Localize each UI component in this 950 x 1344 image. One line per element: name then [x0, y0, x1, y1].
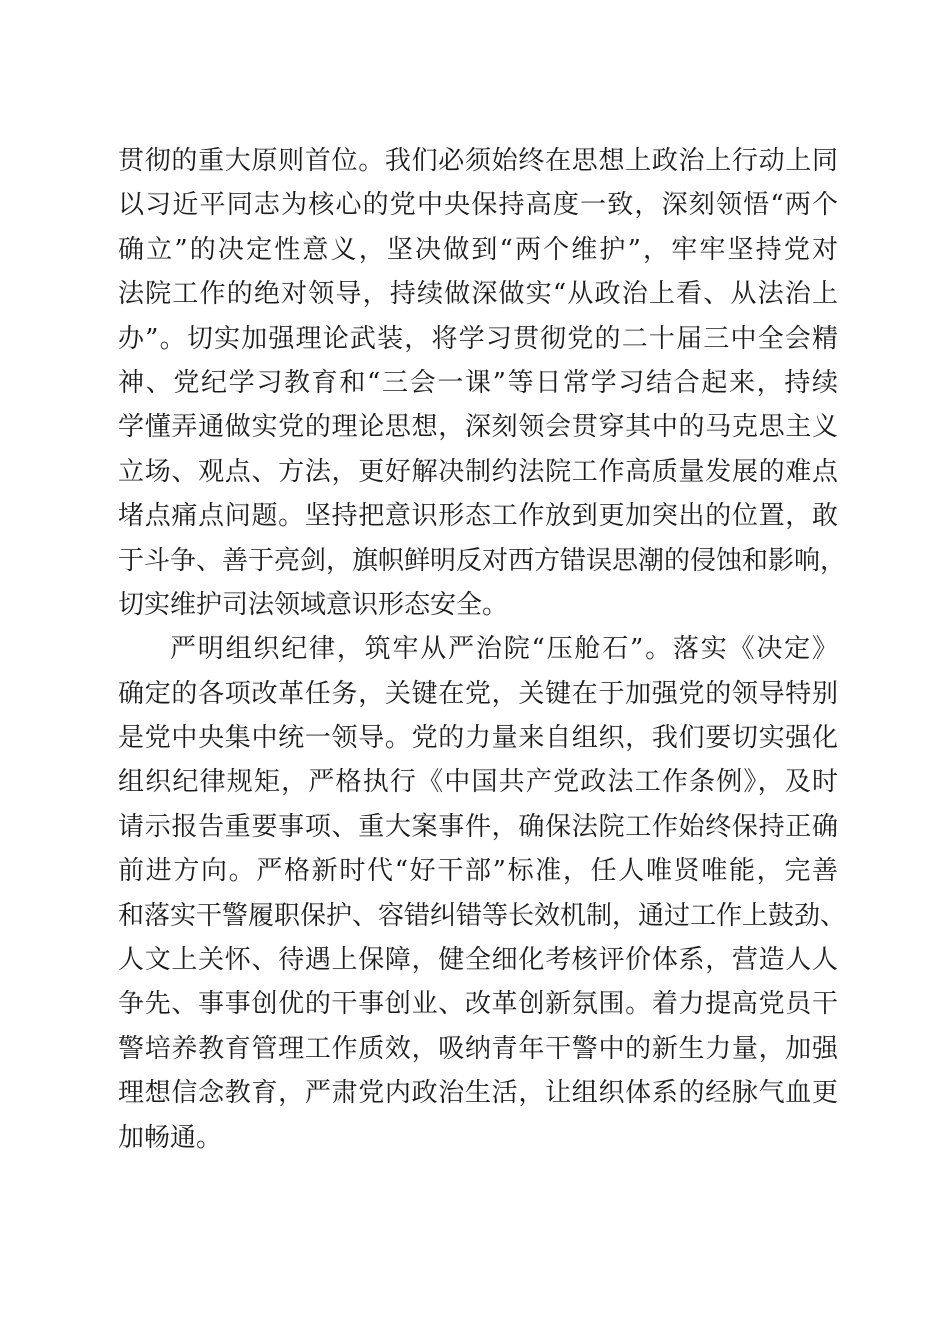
text-line: 请示报告重要事项、重大案事件，确保法院工作始终保持正确: [118, 811, 838, 842]
text-line: 前进方向。严格新时代“好干部”标准，任人唯贤唯能，完善: [118, 856, 838, 887]
text-line: 法院工作的绝对领导，持续做深做实“从政治上看、从法治上: [118, 279, 838, 310]
text-line: 于斗争、善于亮剑，旗帜鲜明反对西方错误思潮的侵蚀和影响，: [118, 545, 847, 576]
document-body: [118, 139, 847, 1160]
text-line: 争先、事事创优的干事创业、改革创新氛围。着力提高党员干: [118, 989, 838, 1020]
text-line: 人文上关怀、待遇上保障，健全细化考核评价体系，营造人人: [118, 945, 838, 976]
text-line: 神、党纪学习教育和“三会一课”等日常学习结合起来，持续: [118, 367, 838, 398]
text-line: 切实维护司法领域意识形态安全。: [118, 589, 509, 620]
text-line: 以习近平同志为核心的党中央保持高度一致，深刻领悟“两个: [118, 190, 838, 221]
text-line: 确定的各项改革任务，关键在党，关键在于加强党的领导特别: [118, 678, 838, 709]
text-line: 确立”的决定性意义，坚决做到“两个维护”，牢牢坚持党对: [118, 234, 838, 265]
text-line: 是党中央集中统一领导。党的力量来自组织，我们要切实强化: [118, 723, 838, 754]
text-line: 贯彻的重大原则首位。我们必须始终在思想上政治上行动上同: [118, 146, 838, 176]
text-line: 组织纪律规矩，严格执行《中国共产党政法工作条例》，及时: [118, 767, 838, 798]
text-line: 警培养教育管理工作质效，吸纳青年干警中的新生力量，加强: [118, 1033, 838, 1064]
text-line: 加畅通。: [118, 1122, 223, 1153]
text-line: 和落实干警履职保护、容错纠错等长效机制，通过工作上鼓劲、: [118, 900, 847, 931]
text-line: 理想信念教育，严肃党内政治生活，让组织体系的经脉气血更: [118, 1078, 838, 1109]
text-line: 办”。切实加强理论武装，将学习贯彻党的二十届三中全会精: [118, 323, 838, 354]
text-line: 学懂弄通做实党的理论思想，深刻领会贯穿其中的马克思主义: [118, 412, 838, 443]
paragraph-1: [118, 139, 847, 627]
paragraph-2: [118, 627, 847, 1160]
text-line: 堵点痛点问题。坚持把意识形态工作放到更加突出的位置，敢: [118, 501, 838, 532]
text-line: 立场、观点、方法，更好解决制约法院工作高质量发展的难点: [118, 456, 838, 487]
text-line: 严明组织纪律，筑牢从严治院“压舱石”。落实《决定》: [170, 634, 838, 665]
